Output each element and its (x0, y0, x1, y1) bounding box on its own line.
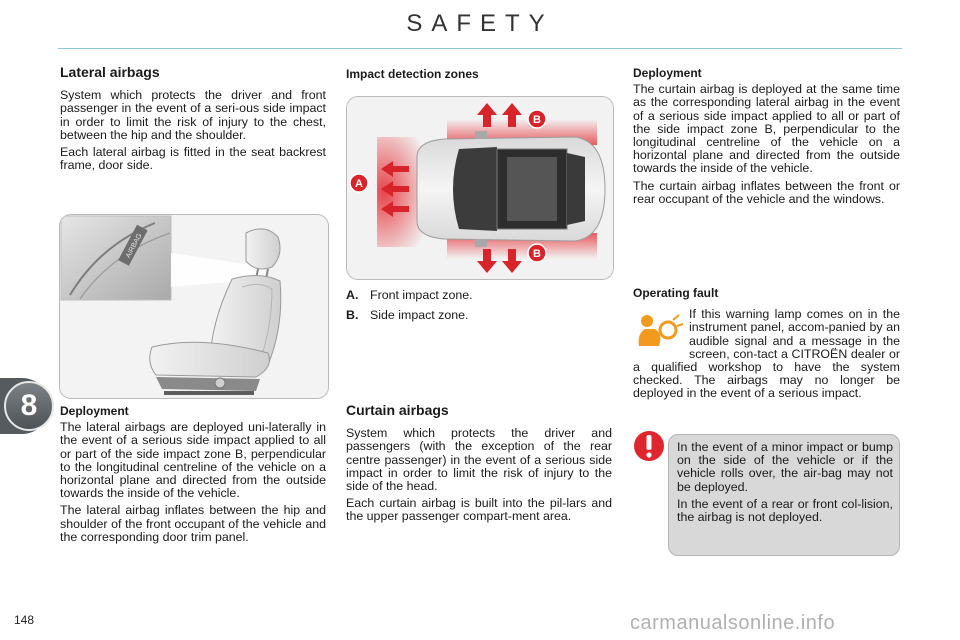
caution-note-box (668, 434, 900, 556)
exclamation-warning-icon (633, 429, 665, 463)
lateral-location-paragraph: Each lateral airbag is fitted in the seat backrest frame, door side. (60, 145, 326, 173)
legend-text-a: Front impact zone. (370, 288, 473, 302)
seat-airbag-figure (59, 214, 329, 399)
title-divider (58, 48, 902, 49)
lateral-deployment-paragraph-1: The lateral airbags are deployed uni-laterally in the event of a serious side impact applied to all or part of the side impact zone B, perpendicular to the longitudinal centreline of the vehicle on a horizontal plane and directed from the outside towards the inside of the vehicle. (60, 420, 326, 501)
curtain-deployment-section (633, 67, 900, 210)
lateral-airbags-section (60, 66, 326, 176)
lateral-deployment-paragraph-2: The lateral airbag inflates between the hip and shoulder of the front occupant of the vehicle and the corresponding door trim panel. (60, 503, 326, 544)
curtain-airbags-heading: Curtain airbags (346, 402, 449, 418)
marker-b-top: B (533, 114, 541, 126)
legend-key-a: A. (346, 288, 359, 302)
legend-row-side (346, 308, 612, 322)
note-paragraph-2: In the event of a rear or front col-lision, the airbag is not deployed. (677, 496, 893, 525)
impact-zones-figure (346, 96, 614, 280)
curtain-deployment-heading: Deployment (633, 66, 702, 80)
curtain-paragraph-1: System which protects the driver and passengers (with the exception of the rear centre passenger) in the event of a serious side impact in order to limit the risk of injury to the side of the head. (346, 426, 612, 494)
curtain-deployment-paragraph-1: The curtain airbag is deployed at the same time as the corresponding lateral airbag in the event of a serious side impact applied to all or part of the side impact zone B, perpendicular to the longitudinal centreline of the vehicle on a horizontal plane and directed from the outside towards the inside of the vehicle. (633, 82, 900, 176)
lateral-intro-paragraph: System which protects the driver and front passenger in the event of a seri-ous side impact in order to limit the risk of injury to the chest, between the hip and the shoulder. (60, 88, 326, 142)
page-number: 148 (14, 613, 35, 627)
car-top-view-illustration (347, 97, 613, 279)
lateral-deployment-section (60, 405, 326, 548)
legend-key-b: B. (346, 308, 359, 322)
airbag-warning-lamp-icon (635, 312, 685, 350)
curtain-airbags-section (346, 404, 612, 528)
chapter-number: 8 (4, 381, 54, 431)
impact-legend (346, 288, 612, 328)
impact-zones-heading: Impact detection zones (346, 67, 479, 81)
marker-a: A (355, 178, 363, 190)
lateral-deployment-heading: Deployment (60, 404, 129, 418)
marker-b-bottom: B (533, 248, 541, 260)
operating-fault-section (633, 287, 900, 405)
curtain-paragraph-2: Each curtain airbag is built into the pil-lars and the upper passenger compart-ment area. (346, 496, 612, 524)
curtain-deployment-paragraph-2: The curtain airbag inflates between the front or rear occupant of the vehicle and the windows. (633, 178, 900, 206)
legend-row-front (346, 288, 612, 302)
note-paragraph-1: In the event of a minor impact or bump on the side of the vehicle or if the vehicle rolls over, the air-bag may not be deployed. (677, 440, 893, 494)
watermark-text: carmanualsonline.info (630, 612, 836, 634)
operating-fault-heading: Operating fault (633, 286, 719, 300)
seat-illustration (60, 215, 328, 398)
legend-text-b: Side impact zone. (370, 308, 469, 322)
lateral-airbags-heading: Lateral airbags (60, 64, 160, 80)
operating-fault-paragraph: If this warning lamp comes on in the instrument panel, accom-panied by an audible signal and a message in the screen, con-tact a CITROËN dealer or a qualified workshop to have the system checked. The airbags may no longer be deployed in the event of a serious impact. (633, 307, 900, 401)
airbag-label: AIRBAG (124, 232, 144, 260)
page-title: SAFETY (406, 10, 554, 37)
